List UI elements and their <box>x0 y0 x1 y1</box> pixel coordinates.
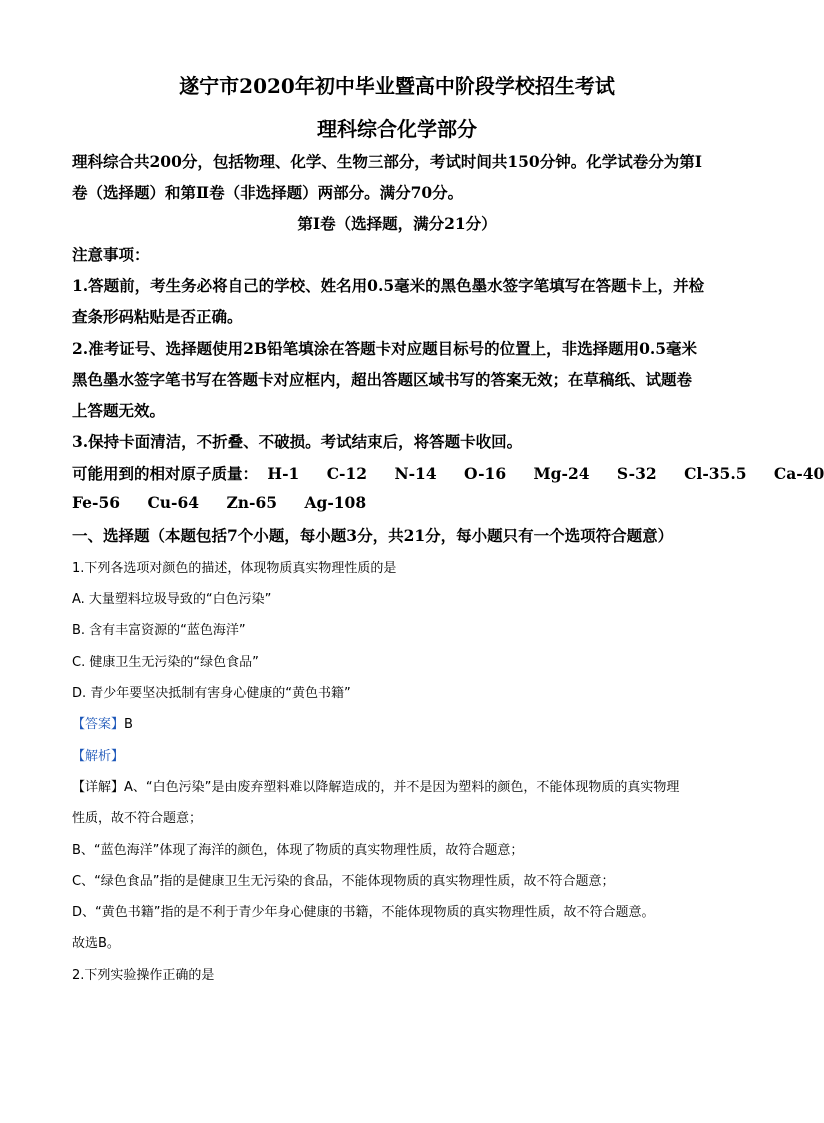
answer-label: 【答案】 <box>72 717 125 732</box>
atomic-mass-item: Ag-108 <box>304 493 367 512</box>
question-1-option-b: B. 含有丰富资源的“蓝色海洋” <box>72 623 246 638</box>
detail-line-c: C、“绿色食品”指的是健康卫生无污染的食品，不能体现物质的真实物理性质，故不符合题意； <box>72 874 615 889</box>
detail-line-a1 <box>72 776 679 795</box>
question-1-option-a: A. 大量塑料垃圾导致的“白色污染” <box>72 592 272 607</box>
note-3: 3.保持卡面清洁，不折叠、不破损。考试结束后，将答题卡收回。 <box>72 432 523 451</box>
atomic-mass-item: Zn-65 <box>226 493 278 512</box>
atomic-mass-item: O-16 <box>464 464 507 483</box>
detail-line-d: D、“黄色书籍”指的是不利于青少年身心健康的书籍，不能体现物质的真实物理性质，故不符合题意。 <box>72 905 655 920</box>
atomic-masses-row-2 <box>72 493 388 512</box>
detail-line-b: B、“蓝色海洋”体现了海洋的颜色，体现了物质的真实物理性质，故符合题意； <box>72 843 524 858</box>
intro-line-2: 卷（选择题）和第Ⅱ卷（非选择题）两部分。满分70分。 <box>72 183 464 202</box>
detail-label: 【详解】 <box>72 780 125 795</box>
note-2-line-2: 黑色墨水签字笔书写在答题卡对应框内，超出答题区域书写的答案无效；在草稿纸、试题卷 <box>72 370 693 389</box>
atomic-mass-item: Fe-56 <box>72 493 121 512</box>
atomic-mass-item: S-32 <box>616 464 657 483</box>
question-1-answer <box>72 713 133 732</box>
note-2-line-1: 2.准考证号、选择题使用2B铅笔填涂在答题卡对应题目标号的位置上，非选择题用0.5毫米 <box>72 339 698 358</box>
atomic-mass-item: C-12 <box>326 464 368 483</box>
note-1-line-1: 1.答题前，考生务必将自己的学校、姓名用0.5毫米的黑色墨水签字笔填写在答题卡上，并检 <box>72 276 705 295</box>
part-1-heading: 一、选择题（本题包括7个小题，每小题3分，共21分，每小题只有一个选项符合题意） <box>72 526 674 545</box>
note-1-line-2: 查条形码粘贴是否正确。 <box>72 307 243 326</box>
detail-conclusion: 故选B。 <box>72 936 120 951</box>
atomic-mass-item: N-14 <box>394 464 437 483</box>
intro-line-1: 理科综合共200分，包括物理、化学、生物三部分，考试时间共150分钟。化学试卷分为第Ⅰ <box>72 152 702 171</box>
page-title: 遂宁市2020年初中毕业暨高中阶段学校招生考试 <box>179 74 615 98</box>
question-2-stem: 2.下列实验操作正确的是 <box>72 968 215 983</box>
atomic-mass-item: H-1 <box>267 464 300 483</box>
question-1-option-d: D. 青少年要坚决抵制有害身心健康的“黄色书籍” <box>72 686 351 701</box>
question-1-stem: 1.下列各选项对颜色的描述，体现物质真实物理性质的是 <box>72 561 397 576</box>
atomic-masses-label: 可能用到的相对原子质量： <box>72 464 259 483</box>
note-2-line-3: 上答题无效。 <box>72 401 166 420</box>
atomic-mass-item: Ca-40 <box>773 464 824 483</box>
page-subtitle: 理科综合化学部分 <box>317 117 477 141</box>
atomic-mass-item: Cu-64 <box>147 493 200 512</box>
analysis-label: 【解析】 <box>72 749 125 764</box>
question-1-option-c: C. 健康卫生无污染的“绿色食品” <box>72 655 259 670</box>
atomic-mass-item: Mg-24 <box>533 464 590 483</box>
detail-line-a2: 性质，故不符合题意； <box>72 811 203 826</box>
section-title: 第Ⅰ卷（选择题，满分21分） <box>297 214 497 233</box>
atomic-masses-row-1 <box>72 462 824 484</box>
notes-heading: 注意事项： <box>72 245 150 264</box>
detail-a1-text: A、“白色污染”是由废弃塑料难以降解造成的，并不是因为塑料的颜色，不能体现物质的真实物理 <box>124 780 680 795</box>
atomic-mass-item: Cl-35.5 <box>684 464 747 483</box>
answer-value: B <box>124 717 133 732</box>
